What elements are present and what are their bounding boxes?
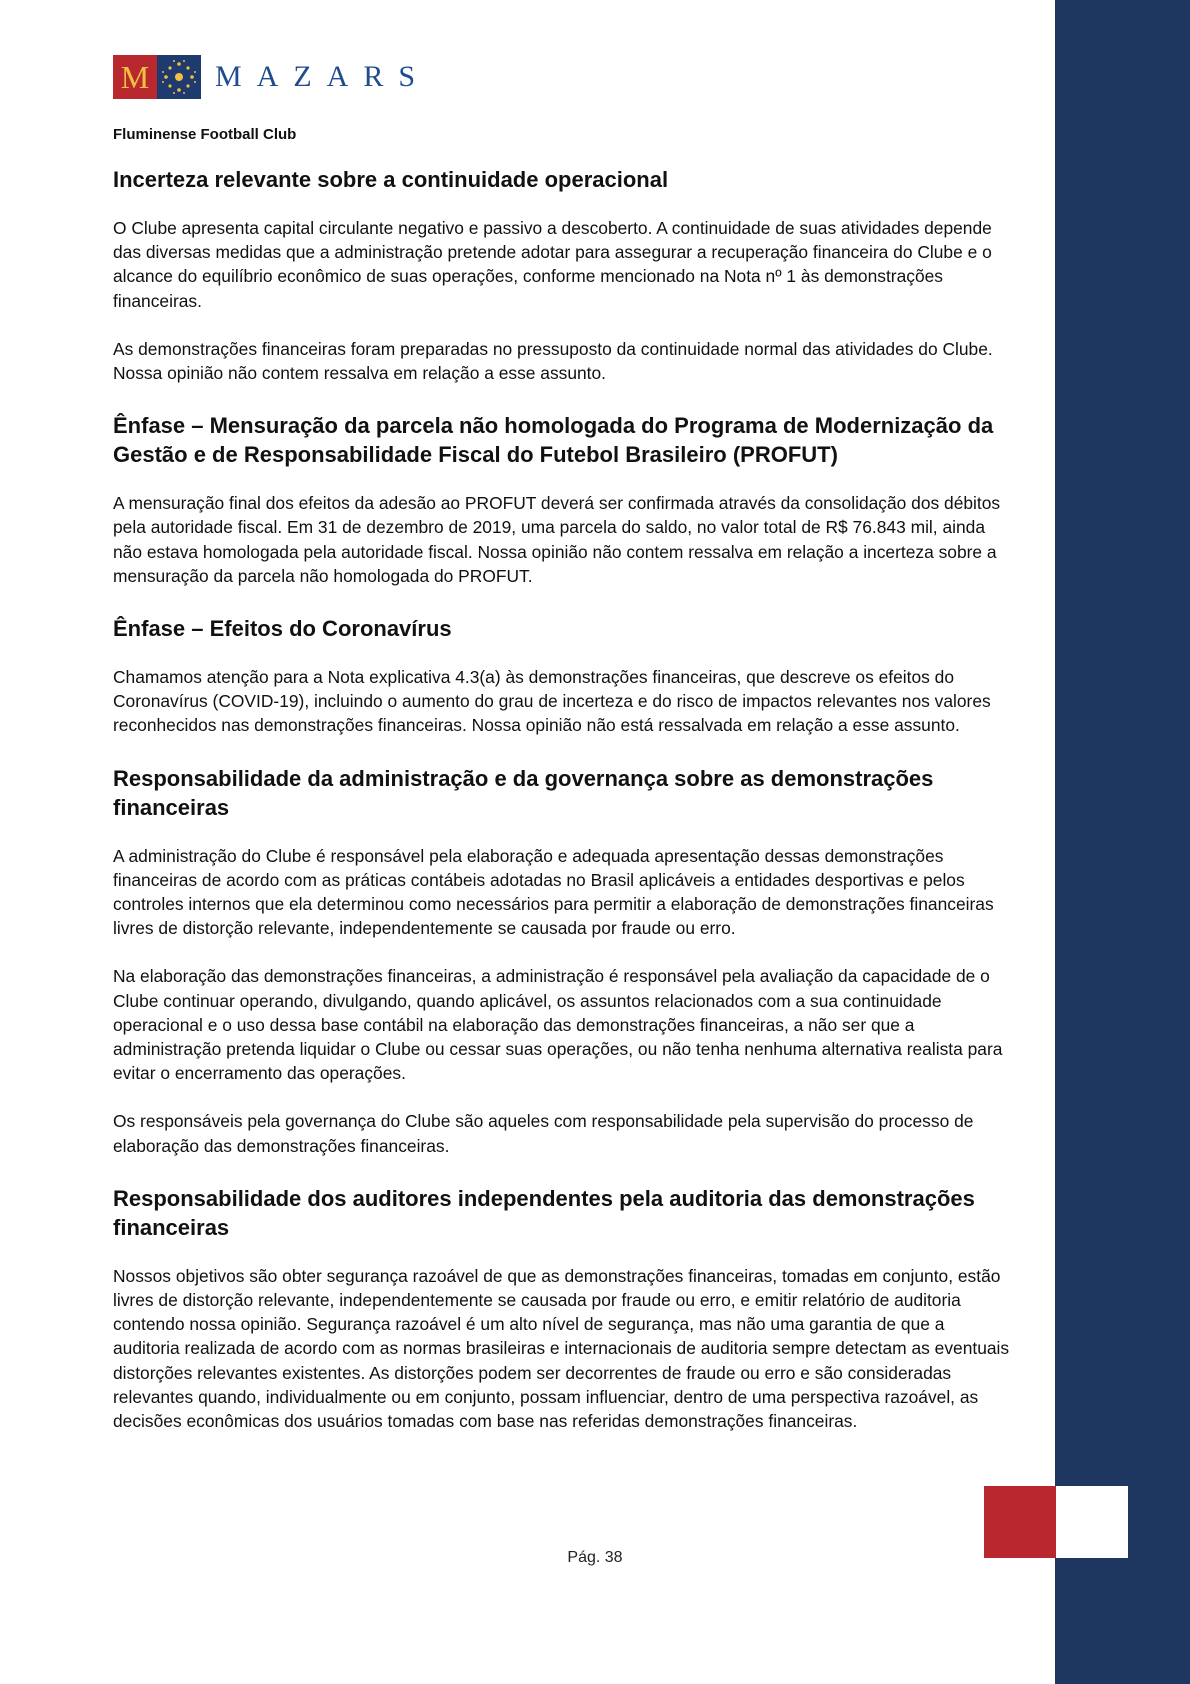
sun-emblem-icon (157, 55, 201, 99)
paragraph: Na elaboração das demonstrações financeiras, a administração é responsável pela avaliação da capacidade de o Clube continuar operando, divulgando, quando aplicável, os assuntos relacionados com a sua continuidade operacional e o uso dessa base contábil na elaboração das demonstrações financeiras, a não ser que a administração pretenda liquidar o Clube ou cessar suas operações, ou não tenha nenhuma alternativa realista para evitar o encerramento das operações. (113, 966, 1003, 1084)
section-title-going-concern: Incerteza relevante sobre a continuidade operacional (113, 167, 669, 192)
paragraph: A administração do Clube é responsável pela elaboração e adequada apresentação dessas demonstrações financeiras de acordo com as práticas contábeis adotadas no Brasil aplicáveis a entidades desportivas e pelos controles internos que ela determinou como necessários para permitir a elaboração de demonstrações financeiras livres de distorção relevante, independentemente se causada por fraude ou erro. (113, 845, 994, 939)
paragraph: A mensuração final dos efeitos da adesão ao PROFUT deverá ser confirmada através da consolidação dos débitos pela autoridade fiscal. Em 31 de dezembro de 2019, uma parcela do saldo, no valor total de R$ 76.843 mil, ainda não estava homologada pela autoridade fiscal. Nossa opinião não contem ressalva em relação a incerteza sobre a mensuração da parcela não homologada do PROFUT. (113, 493, 1001, 586)
paragraph: As demonstrações financeiras foram preparadas no pressuposto da continuidade normal das atividades do Clube. Nossa opinião não contem ressalva em relação a esse assunto. (113, 338, 993, 384)
paragraph: Chamamos atenção para a Nota explicativa 4.3(a) às demonstrações financeiras, que descreve os efeitos do Coronavírus (COVID-19), incluindo o aumento do grau de incerteza e do risco de impactos relevantes nos valores reconhecidos nas demonstrações financeiras. Nossa opinião não está ressalvada em relação a esse assunto. (113, 667, 991, 736)
accent-white-square (1056, 1486, 1128, 1558)
accent-red-square (984, 1486, 1056, 1558)
paragraph: O Clube apresenta capital circulante negativo e passivo a descoberto. A continuidade de suas atividades depende das diversas medidas que a administração pretende adotar para assegurar a recuperação financeira do Clube e o alcance do equilíbrio econômico de suas operações, conforme mencionado na Nota nº 1 às demonstrações financeiras. (113, 218, 992, 311)
paragraph: Nossos objetivos são obter segurança razoável de que as demonstrações financeiras, tomadas em conjunto, estão livres de distorção relevante, independentemente se causada por fraude ou erro, e emitir relatório de auditoria contendo nossa opinião. Segurança razoável é um alto nível de segurança, mas não uma garantia de que a auditoria realizada de acordo com as normas brasileiras e internacionais de auditoria sempre detectam as eventuais distorções relevantes existentes. As distorções podem ser decorrentes de fraude ou erro e são consideradas relevantes quando, individualmente ou em conjunto, possam influenciar, dentro de uma perspectiva razoável, as decisões econômicas dos usuários tomadas com base nas referidas demonstrações financeiras. (113, 1265, 1010, 1432)
page-number: Pág. 38 (567, 1549, 623, 1566)
navy-sidebar (1055, 0, 1190, 1684)
paragraph: Os responsáveis pela governança do Clube são aqueles com responsabilidade pela supervisão do processo de elaboração das demonstrações financeiras. (113, 1111, 974, 1156)
logo-wordmark: MAZARS (215, 60, 431, 93)
logo-letter-mark: M (113, 55, 157, 99)
mazars-logo (113, 55, 430, 99)
section-title-auditor-responsibility: Responsabilidade dos auditores independentes pela auditoria das demonstrações financeiras (113, 1185, 975, 1240)
section-title-profut: Ênfase – Mensuração da parcela não homologada do Programa de Modernização da Gestão e de Responsabilidade Fiscal do Futebol Brasileiro (PROFUT) (113, 413, 994, 468)
section-title-management-responsibility: Responsabilidade da administração e da governança sobre as demonstrações financeiras (113, 765, 934, 820)
document-body (113, 126, 1013, 1457)
client-name: Fluminense Football Club (113, 126, 297, 143)
section-title-coronavirus: Ênfase – Efeitos do Coronavírus (113, 616, 452, 642)
